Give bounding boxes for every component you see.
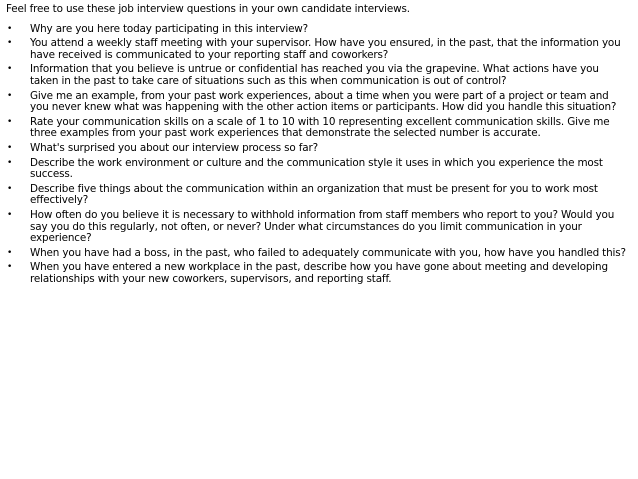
bullet-icon: • <box>7 64 13 75</box>
bullet-icon: • <box>7 262 13 273</box>
list-item <box>6 262 632 285</box>
list-item <box>6 248 632 260</box>
question-text: You attend a weekly staff meeting with your supervisor. How have you ensured, in the past, that the information you have received is communicated to your reporting staff and coworkers? <box>30 37 621 61</box>
list-item <box>6 210 632 245</box>
bullet-icon: • <box>7 23 13 34</box>
bullet-icon: • <box>7 142 13 153</box>
list-item <box>6 158 632 181</box>
question-text: Describe five things about the communication within an organization that must be present for you to work most effectively? <box>30 182 598 207</box>
question-text: Rate your communication skills on a scale of 1 to 10 with 10 representing excellent communication skills. Give me three examples from your past work experiences that demonstrate the selected number is accurate. <box>30 115 610 140</box>
intro-text: Feel free to use these job interview questions in your own candidate interviews. <box>6 3 410 15</box>
list-item <box>6 117 632 140</box>
question-text: How often do you believe it is necessary to withhold information from staff members who report to you? Would you say you do this regularly, not often, or never? Under what circumstances do you limit communication in your experience? <box>30 208 615 245</box>
question-text: Information that you believe is untrue or confidential has reached you via the grapevine. What actions have you taken in the past to take care of situations such as this when communication is out of control? <box>30 63 599 87</box>
list-item <box>6 64 632 87</box>
question-list <box>6 24 632 286</box>
bullet-icon: • <box>7 38 13 49</box>
bullet-icon: • <box>7 157 13 168</box>
bullet-icon: • <box>7 247 13 258</box>
list-item <box>6 184 632 207</box>
list-item <box>6 24 632 36</box>
question-text: When you have had a boss, in the past, who failed to adequately communicate with you, how have you handled this? <box>30 246 626 259</box>
bullet-icon: • <box>7 209 13 220</box>
question-text: Why are you here today participating in this interview? <box>30 22 309 35</box>
bullet-icon: • <box>7 90 13 101</box>
bullet-icon: • <box>7 116 13 127</box>
list-item <box>6 143 632 155</box>
question-text: What's surprised you about our interview process so far? <box>30 141 318 154</box>
question-text: When you have entered a new workplace in the past, describe how you have gone about meeting and developing relationships with your new coworkers, supervisors, and reporting staff. <box>30 261 608 285</box>
document-page <box>6 4 632 288</box>
list-item <box>6 38 632 61</box>
question-text: Describe the work environment or culture and the communication style it uses in which you experience the most success. <box>30 156 603 181</box>
question-text: Give me an example, from your past work experiences, about a time when you were part of a project or team and you never knew what was happening with the other action items or participants. How did you handle this situation? <box>30 89 617 114</box>
bullet-icon: • <box>7 183 13 194</box>
list-item <box>6 91 632 114</box>
